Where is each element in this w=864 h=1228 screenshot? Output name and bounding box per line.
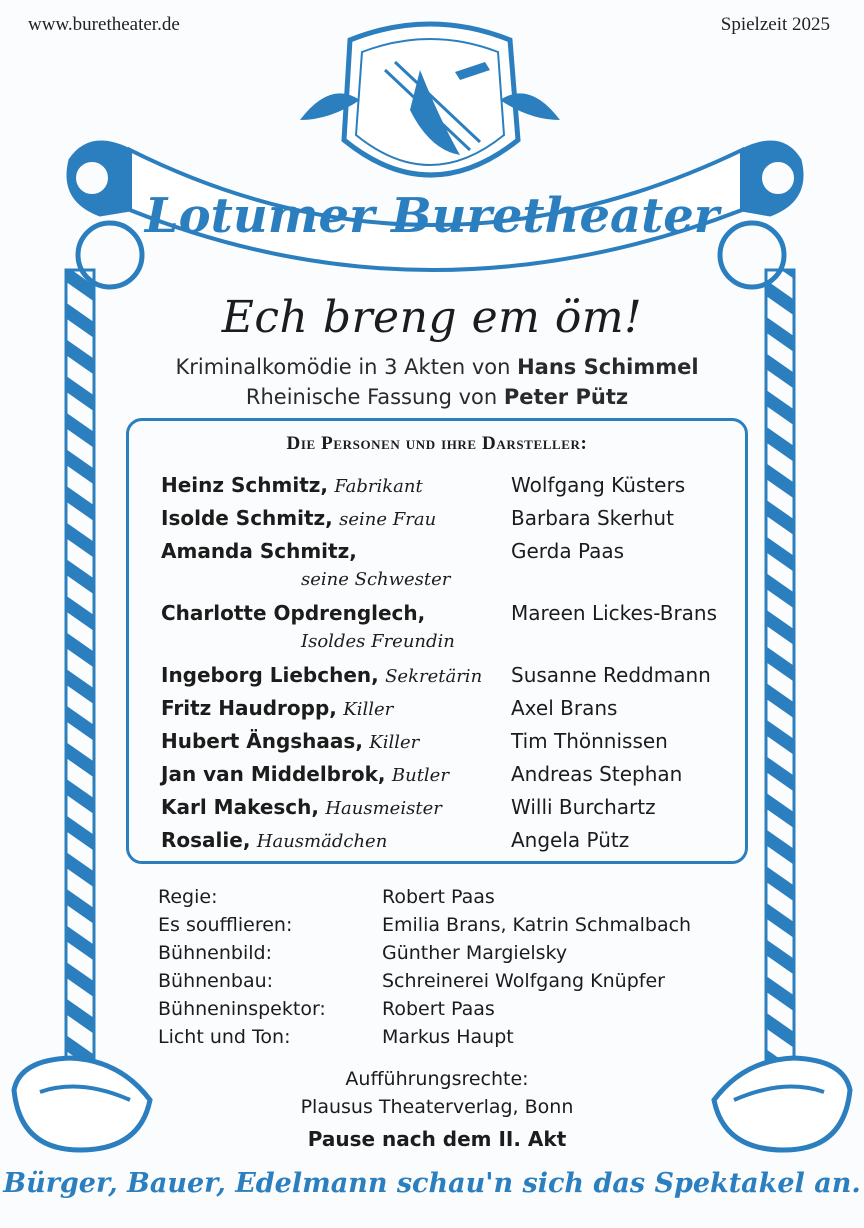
character-desc: Isoldes Freundin (301, 631, 455, 652)
character-name: Amanda Schmitz, (161, 539, 357, 563)
actor-name: Barbara Skerhut (511, 506, 674, 530)
character-desc: Butler (391, 765, 449, 786)
character-desc: Hausmädchen (256, 831, 388, 852)
character-desc: Killer (343, 699, 394, 720)
intermission-note: Pause nach dem II. Akt (307, 1127, 567, 1151)
crew-role: Bühnenbau: (158, 970, 274, 992)
cast-box (126, 418, 748, 864)
actor-name: Susanne Reddmann (511, 663, 711, 687)
character-desc: Killer (369, 732, 420, 753)
crew-role: Regie: (158, 886, 218, 908)
crew-names: Emilia Brans, Katrin Schmalbach (382, 914, 692, 936)
character-name: Karl Makesch, (161, 795, 319, 819)
season-label: Spielzeit 2025 (720, 14, 830, 35)
character-name: Isolde Schmitz, (161, 506, 333, 530)
character-name: Fritz Haudropp, (161, 696, 337, 720)
crew-role: Bühneninspektor: (158, 998, 326, 1020)
adaptation-prefix: Rheinische Fassung von (245, 385, 504, 409)
actor-name: Tim Thönnissen (511, 729, 668, 753)
character-name: Charlotte Opdrenglech, (161, 601, 426, 625)
character-desc: Sekretärin (385, 666, 483, 687)
crew-role: Licht und Ton: (158, 1026, 291, 1048)
crew-role: Es soufflieren: (158, 914, 293, 936)
actor-name: Mareen Lickes-Brans (511, 601, 718, 625)
crew-names: Robert Paas (382, 998, 495, 1020)
actor-name: Willi Burchartz (511, 795, 656, 819)
character-desc: seine Frau (339, 509, 437, 530)
crew-role: Bühnenbild: (158, 942, 272, 964)
play-adaptation (0, 385, 864, 409)
website-url: www.buretheater.de (28, 14, 180, 35)
character-desc: seine Schwester (301, 569, 451, 590)
adapter-name: Peter Pütz (503, 385, 629, 409)
banner-title: Lotumer Buretheater (144, 188, 720, 244)
character-name: Ingeborg Liebchen, (161, 663, 379, 687)
crew-names: Günther Margielsky (382, 942, 568, 964)
crest-shield-icon (300, 24, 560, 175)
actor-name: Wolfgang Küsters (511, 473, 686, 497)
actor-name: Axel Brans (511, 696, 618, 720)
crew-names: Schreinerei Wolfgang Knüpfer (382, 970, 665, 992)
motto: Bürger, Bauer, Edelmann schau'n sich das Spektakel an. (3, 1168, 861, 1199)
character-name: Heinz Schmitz, (161, 473, 328, 497)
character-name: Hubert Ängshaas, (161, 729, 363, 753)
character-desc: Fabrikant (334, 476, 423, 497)
actor-name: Angela Pütz (511, 828, 630, 852)
crew-names: Robert Paas (382, 886, 495, 908)
character-name: Jan van Middelbrok, (161, 762, 386, 786)
actor-name: Andreas Stephan (511, 762, 683, 786)
cast-heading: Die Personen und ihre Darsteller: (286, 433, 588, 454)
rights-publisher: Plausus Theaterverlag, Bonn (300, 1096, 574, 1118)
actor-name: Gerda Paas (511, 539, 625, 563)
crew-names: Markus Haupt (382, 1026, 514, 1048)
subtitle-prefix: Kriminalkomödie in 3 Akten von (175, 355, 518, 379)
play-subtitle (0, 355, 864, 379)
rights-label: Aufführungsrechte: (345, 1068, 529, 1090)
author-name: Hans Schimmel (517, 355, 699, 379)
play-title: Ech breng em öm! (221, 292, 643, 343)
character-desc: Hausmeister (325, 798, 442, 819)
character-name: Rosalie, (161, 828, 251, 852)
